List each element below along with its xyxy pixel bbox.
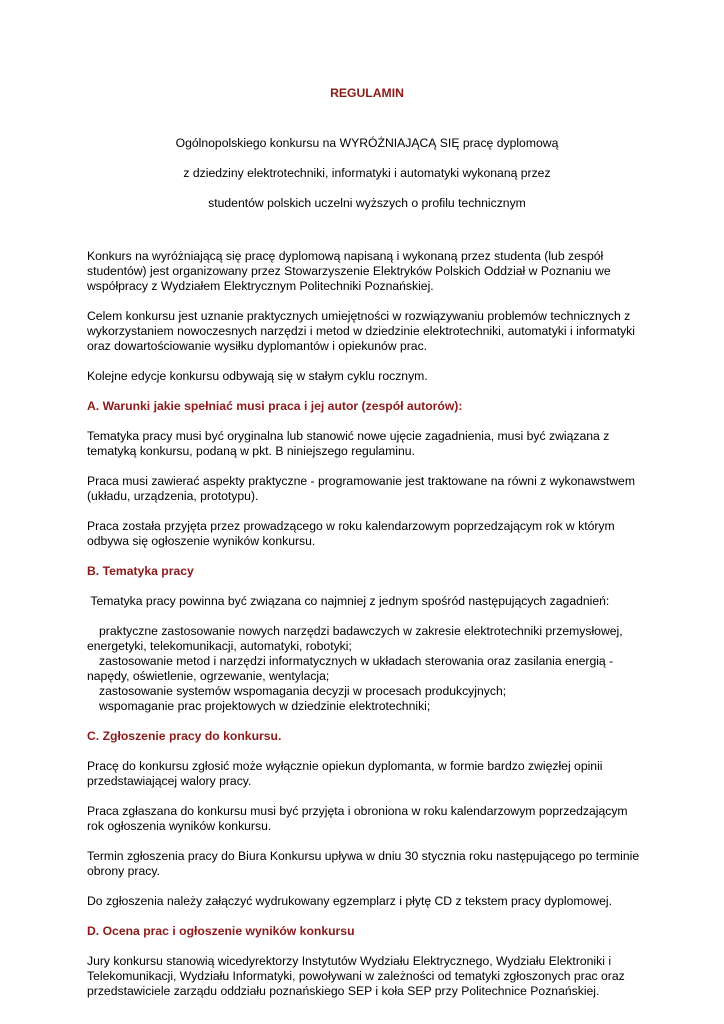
section-b-topic-list (87, 624, 647, 714)
subtitle-line-3: studentów polskich uczelni wyższych o profilu technicznym (208, 196, 526, 210)
section-a-paragraph: Praca musi zawierać aspekty praktyczne - programowanie jest traktowane na równi z wykonawstwem (układu, urządzenia, prototypu). (87, 474, 635, 503)
section-c-heading: C. Zgłoszenie pracy do konkursu. (87, 729, 282, 743)
section-a-paragraph: Tematyka pracy musi być oryginalna lub stanowić nowe ujęcie zagadnienia, musi być związana z tematyką konkursu, podaną w pkt. B niniejszego regulaminu. (87, 429, 610, 458)
intro-paragraph: Konkurs na wyróżniającą się pracę dyplomową napisaną i wykonaną przez studenta (lub zespół studentów) jest organizowany przez Stowarzyszenie Elektryków Polskich Oddział w Poznaniu we współpracy z Wydziałem Elektrycznym Politechniki Poznańskiej. (87, 249, 611, 293)
section-c-paragraph: Termin zgłoszenia pracy do Biura Konkursu upływa w dniu 30 stycznia roku następującego po terminie obrony pracy. (87, 849, 640, 878)
topic-list-item: praktyczne zastosowanie nowych narzędzi badawczych w zakresie elektrotechniki przemysłowej, energetyki, telekomunikacji, automatyki, robotyki; (87, 624, 623, 653)
section-d-heading: D. Ocena prac i ogłoszenie wyników konkursu (87, 924, 355, 938)
document-title: REGULAMIN (330, 86, 404, 100)
section-c-paragraph: Do zgłoszenia należy załączyć wydrukowany egzemplarz i płytę CD z tekstem pracy dyplomowej. (87, 894, 612, 908)
topic-list-item: zastosowanie systemów wspomagania decyzji w procesach produkcyjnych; (99, 684, 507, 698)
section-b-intro: Tematyka pracy powinna być związana co najmniej z jednym spośród następujących zagadnień: (87, 594, 610, 608)
subtitle-line-2: z dziedziny elektrotechniki, informatyki i automatyki wykonaną przez (183, 166, 551, 180)
subtitle-line-1: Ogólnopolskiego konkursu na WYRÓŻNIAJĄCĄ SIĘ pracę dyplomową (175, 136, 559, 150)
section-c-paragraph: Pracę do konkursu zgłosić może wyłącznie opiekun dyplomanta, w formie bardzo zwięzłej opinii przedstawiającej walory pracy. (87, 759, 603, 788)
section-d-paragraph: Jury konkursu stanowią wicedyrektorzy Instytutów Wydziału Elektrycznego, Wydziału Elektroniki i Telekomunikacji, Wydziału Informatyki, powoływani w zależności od tematyki zgłoszonych prac oraz przedstawiciele zarządu oddziału poznańskiego SEP i koła SEP przy Politechnice Poznańskiej. (87, 954, 625, 998)
topic-list-item: zastosowanie metod i narzędzi informatycznych w układach sterowania oraz zasilania energią - napędy, oświetlenie, ogrzewanie, wentylacja; (87, 654, 614, 683)
section-b-heading: B. Tematyka pracy (87, 564, 194, 578)
intro-paragraph: Kolejne edycje konkursu odbywają się w stałym cyklu rocznym. (87, 369, 428, 383)
section-a-heading: A. Warunki jakie spełniać musi praca i jej autor (zespół autorów): (87, 399, 463, 413)
section-c-paragraph: Praca zgłaszana do konkursu musi być przyjęta i obroniona w roku kalendarzowym poprzedzającym rok ogłoszenia wyników konkursu. (87, 804, 628, 833)
section-a-paragraph: Praca została przyjęta przez prowadzącego w roku kalendarzowym poprzedzającym rok w którym odbywa się ogłoszenie wyników konkursu. (87, 519, 615, 548)
topic-list-item: wspomaganie prac projektowych w dziedzinie elektrotechniki; (99, 699, 431, 713)
document-page (87, 86, 647, 999)
intro-paragraph: Celem konkursu jest uznanie praktycznych umiejętności w rozwiązywaniu problemów technicznych z wykorzystaniem nowoczesnych narzędzi i metod w dziedzinie elektrotechniki, automatyki i informatyki oraz dowartościowanie wysiłku dyplomantów i opiekunów prac. (87, 309, 635, 353)
